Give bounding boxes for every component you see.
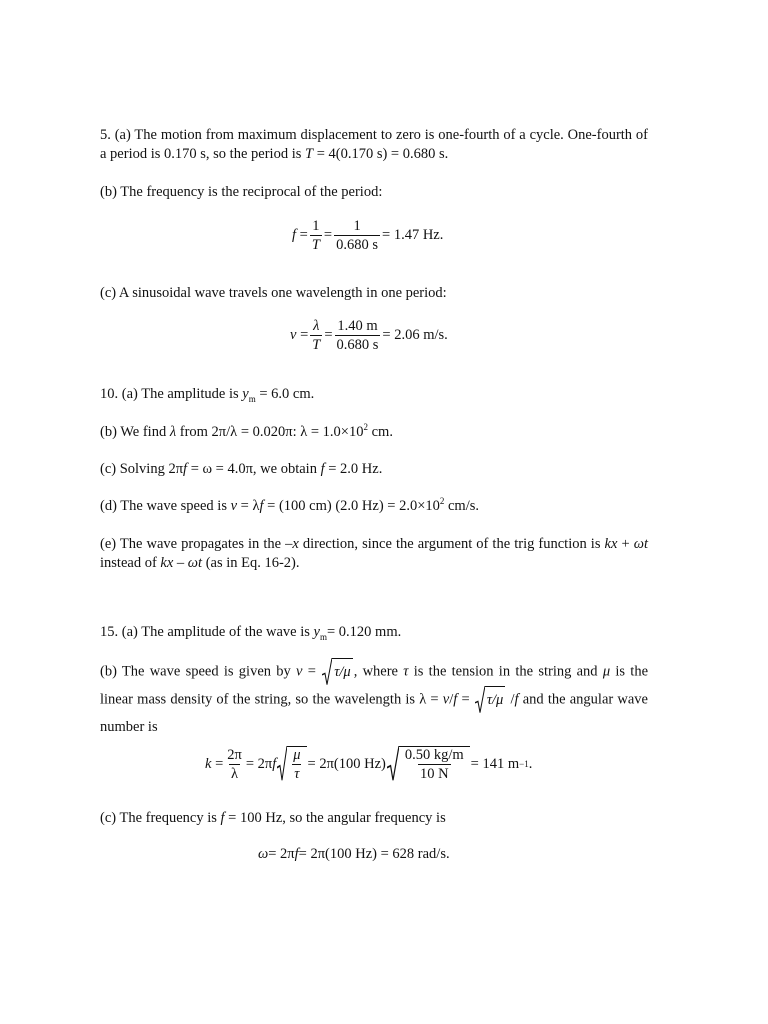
problem-10a-text [100,385,648,404]
text-span: direction, since the argument of the trig function is [298,536,605,552]
denominator: T [311,237,320,253]
text-span: from 2π/λ = 0.020π: λ = 1.0×10 [176,424,364,440]
text-span: = 6.0 cm. [255,386,315,402]
numerator: 1 [312,218,320,234]
text-span: + [617,536,634,552]
denominator: 0.680 s [336,337,379,353]
denominator: 10 N [419,766,449,782]
problem-10c-text [100,460,648,479]
numerator: 1.40 m [337,318,378,334]
text-span: = 4(0.170 s) = 0.680 s. [313,146,449,162]
square-root [475,686,506,714]
radical-sign [475,686,485,714]
text-span: cm/s. [444,498,480,514]
text-span: = 2π(100 Hz) [307,755,386,772]
fraction [310,218,322,253]
problem-5a-text [100,126,648,164]
fraction [334,218,380,253]
text-span: . [528,755,533,772]
equation-frequency: f = $\frac{1}{T}$ = $\frac{1}{0.680 s}$ = 1.47 Hz. [292,218,444,253]
symbol: ω [258,846,269,862]
radicand: τ/μ [486,692,504,708]
radicand: τ/μ [334,664,351,680]
problem-15c-text [100,809,648,828]
equation-wave-number: k = $\frac{2\pi}{\lambda}$ = 2π f $\frac{\mu}{\tau}$ = 2π(100 Hz) $\frac{0.50 kg/m}{10 N}$ = 141 m −1 . [205,746,533,782]
text-span: (c) Solving 2π [100,461,184,477]
result: = 2.06 m/s. [382,327,448,343]
text-span: = 2π [245,755,273,772]
subscript: m [319,631,327,642]
symbol: kx [160,555,174,571]
numerator: 2π [227,746,242,763]
problem-5b-text: (b) The frequency is the reciprocal of the period: [100,184,383,200]
symbol: f [453,691,458,708]
denominator: λ [231,765,239,782]
symbol: T [305,146,314,162]
symbol: μ [602,663,611,680]
text-span: = 100 Hz, so the angular frequency is [224,810,446,826]
symbol: kx [604,536,618,552]
symbol: f [320,461,325,477]
fraction [335,318,381,353]
symbol: f [272,755,277,772]
text-span: , where [353,663,404,680]
text-span: (as in Eq. 16-2). [202,555,300,571]
exponent: 2 [363,422,368,433]
fraction [291,747,302,782]
square-root [387,746,470,782]
symbol: v [442,691,450,708]
text-span: cm. [367,424,393,440]
text-span: (d) The wave speed is [100,498,231,514]
result: = 141 m [470,755,520,772]
text-span: – [173,555,188,571]
equation-speed: v = $\frac{\lambda}{T}$ = $\frac{1.40 m}{0.680 s}$ = 2.06 m/s. [290,318,448,353]
text-span: = 2.0 Hz. [324,461,383,477]
symbol: f [220,810,225,826]
symbol: f [294,846,299,862]
symbol: ωt [187,555,203,571]
symbol: y [242,386,249,402]
text-span: = ω = 4.0π, we obtain [187,461,321,477]
text-span: (b) We find [100,424,170,440]
text-span: / [506,691,515,708]
text-span: / [449,691,454,708]
symbol: k [205,755,212,772]
symbol: f [514,691,519,708]
exponent: 2 [439,496,445,507]
fraction [225,747,244,782]
text-span: 5. (a) The motion from maximum displacement to zero is one-fourth of a cycle. One-fourth of a period is 0.170 s, so the period is [100,127,648,162]
symbol: τ [403,663,409,680]
numerator: λ [313,318,320,334]
text-span: 15. (a) The amplitude of the wave is [100,624,314,640]
symbol: f [292,227,297,243]
text-span: = 0.120 mm. [327,624,402,640]
denominator: 0.680 s [336,237,379,253]
result: = 1.47 Hz. [382,227,444,243]
text-span: = 2π [268,846,295,862]
fraction [310,318,322,353]
problem-5c-text: (c) A sinusoidal wave travels one wavelength in one period: [100,285,447,301]
symbol: y [313,624,320,640]
symbol: ωt [633,536,648,552]
text-span: = [302,663,322,680]
fraction [403,747,466,782]
text-span: instead of [100,555,161,571]
equation-angular-frequency [258,846,450,863]
problem-10d-text [100,497,648,516]
text-span: and the angular wave number is [100,691,648,735]
symbol: λ [169,424,177,440]
problem-10e-text [100,535,648,573]
denominator: T [312,337,321,353]
radical-sign [387,746,399,782]
symbol: f [259,498,264,514]
text-span: 10. (a) The amplitude is [100,386,243,402]
square-root [322,658,353,686]
text-span: = [457,691,474,708]
numerator: 1 [353,218,361,234]
problem-15b-text [100,658,648,741]
numerator: 0.50 kg/m [404,747,464,763]
text-span: (c) The frequency is [100,810,221,826]
subscript: m [248,393,256,404]
denominator: τ [294,766,300,782]
symbol: v [290,327,297,343]
text-span: = (100 cm) (2.0 Hz) = 2.0×10 [263,498,440,514]
problem-10b-text [100,423,648,442]
symbol: f [183,461,188,477]
radical-sign [322,658,332,686]
problem-15a-text [100,623,648,642]
square-root [277,746,306,782]
symbol: x [292,536,299,552]
symbol: v [230,498,238,514]
symbol: v [296,663,303,680]
radical-sign [277,746,287,782]
text-span: (b) The wave speed is given by [100,663,297,680]
text-span: is the linear mass density of the string, so the wavelength is λ = [100,663,649,708]
text-span: = 2π(100 Hz) = 628 rad/s. [298,846,450,862]
text-span: is the tension in the string and [408,663,603,680]
text-span: (e) The wave propagates in the – [100,536,293,552]
text-span: = λ [237,498,260,514]
numerator: μ [293,747,301,763]
